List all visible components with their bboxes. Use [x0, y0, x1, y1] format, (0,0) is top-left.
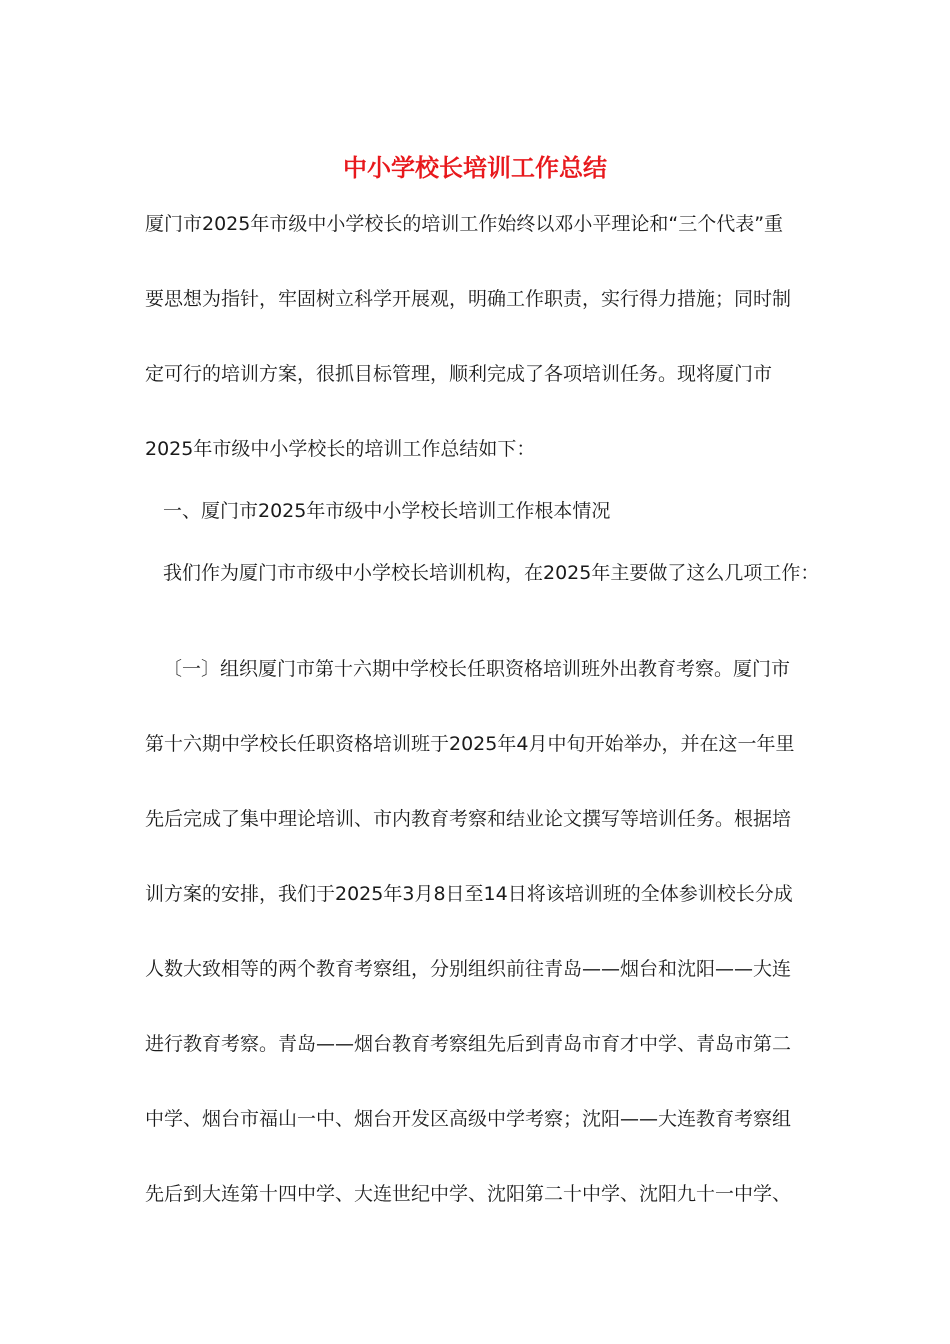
- section-heading: 一、厦门市2025年市级中小学校长培训工作根本情况: [163, 500, 611, 522]
- subsection-line: 〔一〕组织厦门市第十六期中学校长任职资格培训班外出教育考察。厦门市: [163, 658, 791, 680]
- paragraph-line: 中学、烟台市福山一中、烟台开发区高级中学考察；沈阳——大连教育考察组: [145, 1108, 792, 1130]
- paragraph-line: 厦门市2025年市级中小学校长的培训工作始终以邓小平理论和“三个代表”重: [145, 213, 784, 235]
- paragraph-line: 训方案的安排，我们于2025年3月8日至14日将该培训班的全体参训校长分成: [145, 883, 793, 905]
- paragraph-line: 先后到大连第十四中学、大连世纪中学、沈阳第二十中学、沈阳九十一中学、: [145, 1183, 792, 1205]
- paragraph-line: 第十六期中学校长任职资格培训班于2025年4月中旬开始举办，并在这一年里: [145, 733, 795, 755]
- paragraph-line: 要思想为指针，牢固树立科学开展观，明确工作职责，实行得力措施；同时制: [145, 288, 792, 310]
- paragraph-line: 定可行的培训方案，很抓目标管理，顺利完成了各项培训任务。现将厦门市: [145, 363, 773, 385]
- paragraph-line: 人数大致相等的两个教育考察组，分别组织前往青岛——烟台和沈阳——大连: [145, 958, 792, 980]
- paragraph-line: 进行教育考察。青岛——烟台教育考察组先后到青岛市育才中学、青岛市第二: [145, 1033, 792, 1055]
- document-title: 中小学校长培训工作总结: [343, 153, 607, 182]
- paragraph-line: 2025年市级中小学校长的培训工作总结如下：: [145, 438, 536, 460]
- paragraph-line: 我们作为厦门市市级中小学校长培训机构，在2025年主要做了这么几项工作：: [163, 562, 820, 584]
- paragraph-line: 先后完成了集中理论培训、市内教育考察和结业论文撰写等培训任务。根据培: [145, 808, 792, 830]
